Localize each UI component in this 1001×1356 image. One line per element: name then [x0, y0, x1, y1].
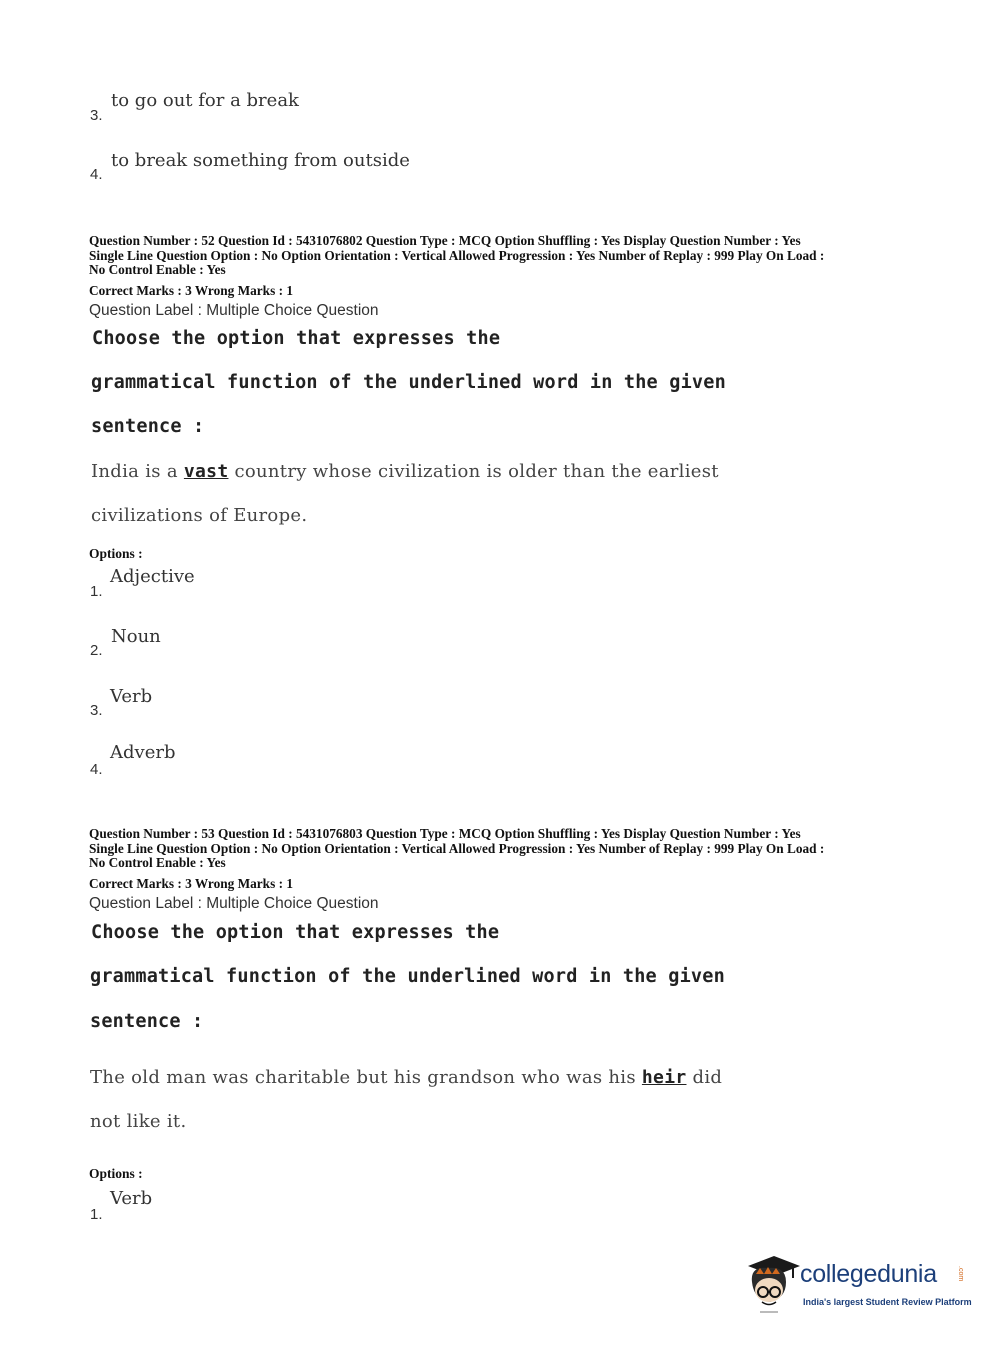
option-number: 1.	[90, 583, 103, 600]
sentence-text: The old man was charitable but his grandson who was his	[90, 1067, 642, 1088]
question-text-line: Choose the option that expresses the	[91, 922, 500, 943]
option-number: 3.	[90, 107, 103, 124]
option-verb[interactable]: Verb	[110, 686, 153, 707]
underlined-word: vast	[183, 461, 229, 482]
question-label: Question Label : Multiple Choice Question	[89, 895, 379, 912]
sentence-text: India is a	[91, 461, 184, 482]
question-text-line: grammatical function of the underlined word in the given	[90, 966, 725, 987]
option-noun[interactable]: Noun	[111, 626, 161, 647]
question-text-line: Choose the option that expresses the	[92, 328, 501, 349]
question-text-line: sentence :	[91, 416, 205, 437]
sentence-line: civilizations of Europe.	[91, 505, 308, 526]
meta-line: No Control Enable : Yes	[89, 262, 226, 277]
marks-line: Correct Marks : 3 Wrong Marks : 1	[89, 876, 293, 891]
question-meta	[89, 234, 919, 278]
question-meta	[89, 827, 919, 871]
sentence-line: not like it.	[90, 1111, 187, 1132]
options-label: Options :	[89, 546, 143, 561]
sentence-text: country whose civilization is older than the earliest	[228, 461, 719, 482]
sentence-text: did	[686, 1067, 723, 1088]
option-number: 1.	[90, 1206, 103, 1223]
marks-line: Correct Marks : 3 Wrong Marks : 1	[89, 283, 293, 298]
logo-tagline: India's largest Student Review Platform	[803, 1297, 972, 1307]
option-number: 4.	[90, 761, 103, 778]
meta-line: Question Number : 53 Question Id : 5431076803 Question Type : MCQ Option Shuffling : Yes Display Question Number : Yes	[89, 826, 801, 841]
option-number: 4.	[90, 166, 103, 183]
option-adjective[interactable]: Adjective	[110, 566, 195, 587]
meta-line: No Control Enable : Yes	[89, 855, 226, 870]
options-label: Options :	[89, 1166, 143, 1181]
meta-line: Single Line Question Option : No Option Orientation : Vertical Allowed Progression : Yes Number of Replay : 999 Play On Load :	[89, 247, 825, 263]
question-label: Question Label : Multiple Choice Question	[89, 302, 379, 319]
meta-line: Single Line Question Option : No Option Orientation : Vertical Allowed Progression : Yes Number of Replay : 999 Play On Load :	[89, 840, 825, 856]
sentence-line	[91, 461, 719, 482]
question-text-line: grammatical function of the underlined word in the given	[91, 372, 726, 393]
underlined-word: heir	[641, 1067, 687, 1088]
option-text: to go out for a break	[111, 90, 299, 111]
logo-wordmark: collegedunia	[800, 1260, 937, 1288]
option-number: 2.	[90, 642, 103, 659]
logo-domain: .com	[957, 1266, 964, 1282]
option-verb[interactable]: Verb	[110, 1188, 153, 1209]
option-number: 3.	[90, 702, 103, 719]
question-text-line: sentence :	[90, 1011, 204, 1032]
option-text: to break something from outside	[111, 150, 410, 171]
collegedunia-logo[interactable]	[742, 1252, 972, 1318]
option-adverb[interactable]: Adverb	[110, 742, 176, 763]
graduate-mascot-icon	[742, 1252, 802, 1318]
sentence-line	[90, 1067, 722, 1088]
meta-line: Question Number : 52 Question Id : 5431076802 Question Type : MCQ Option Shuffling : Yes Display Question Number : Yes	[89, 233, 801, 248]
